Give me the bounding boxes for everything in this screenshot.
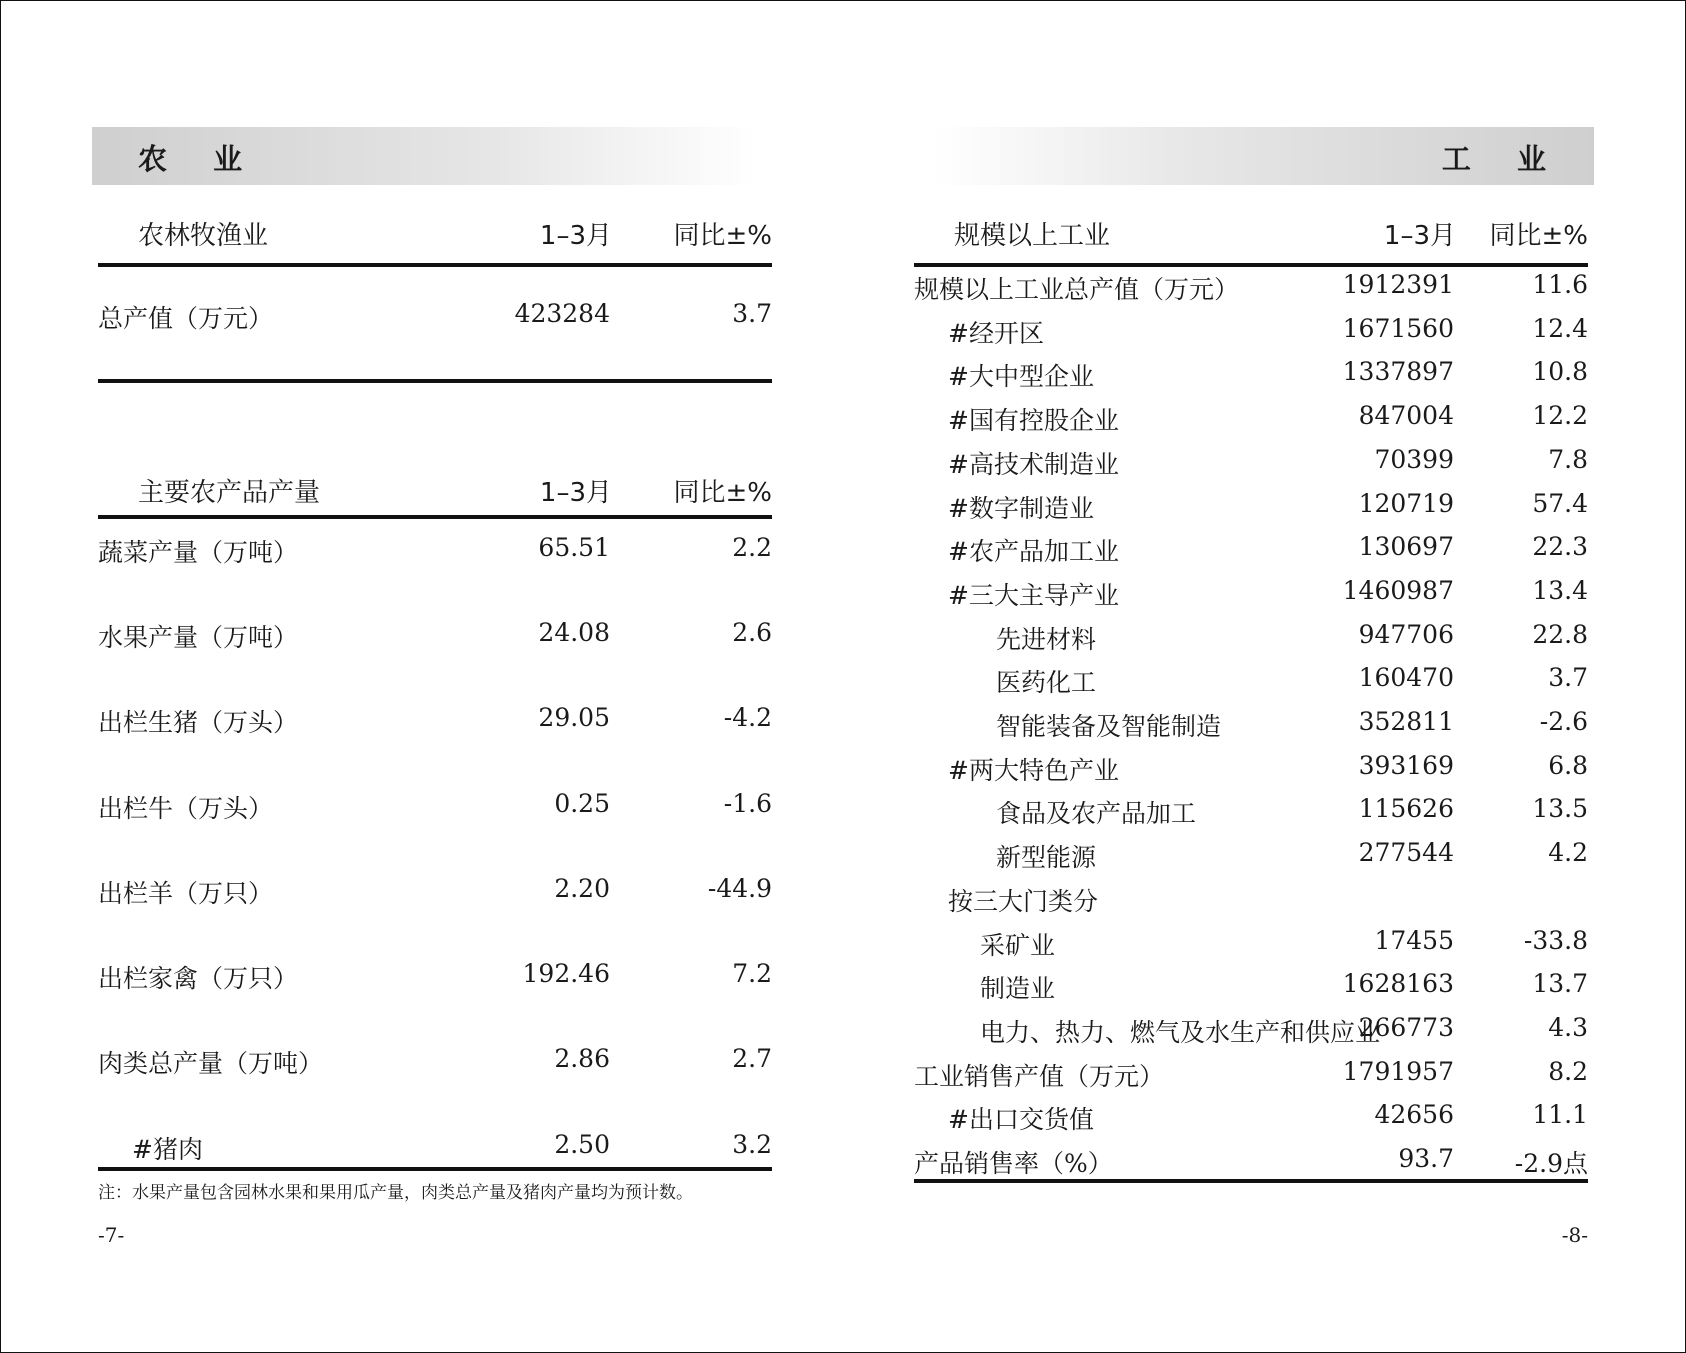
row-yoy: 13.7 [1532, 969, 1588, 999]
row-value: 266773 [1358, 1012, 1454, 1042]
table-bottom-rule [98, 1167, 772, 1171]
section-banner-industry [934, 127, 1594, 185]
row-label: 出栏羊（万只） [98, 879, 274, 908]
row-label: 出栏生猪（万头） [98, 708, 299, 737]
row-yoy: 6.8 [1548, 750, 1588, 780]
row-yoy: 4.3 [1548, 1012, 1588, 1042]
row-label: 规模以上工业总产值（万元） [914, 275, 1240, 304]
row-label: 按三大门类分 [948, 886, 1099, 916]
table-header [98, 460, 772, 519]
row-label: 产品销售率（%） [914, 1149, 1113, 1178]
row-label: 医药化工 [996, 668, 1097, 698]
row-value: 42656 [1374, 1100, 1454, 1130]
table-header [98, 203, 772, 267]
row-value: 1460987 [1342, 575, 1454, 605]
row-yoy: -4.2 [723, 703, 772, 732]
row-value: 1671560 [1342, 313, 1454, 343]
table-note: 注：水果产量包含园林水果和果用瓜产量，肉类总产量及猪肉产量均为预计数。 [98, 1183, 693, 1203]
row-value: 1628163 [1342, 969, 1454, 999]
row-value: 160470 [1358, 663, 1454, 693]
row-value: 0.25 [554, 789, 610, 818]
row-yoy: 57.4 [1532, 488, 1588, 518]
row-value: 2.86 [554, 1044, 610, 1073]
header-period: 1–3月 [539, 221, 612, 251]
section-title: 工 业 [1441, 142, 1564, 176]
section-banner-agriculture [92, 127, 758, 185]
row-yoy: 2.2 [732, 533, 772, 562]
row-yoy: 13.4 [1532, 575, 1588, 605]
row-value: 393169 [1358, 750, 1454, 780]
row-label: #大中型企业 [948, 362, 1094, 392]
header-label: 主要农产品产量 [138, 478, 321, 508]
row-yoy: 7.2 [732, 959, 772, 988]
page-number-right: -8- [1561, 1223, 1588, 1247]
header-yoy: 同比±% [673, 478, 772, 508]
row-label: 制造业 [980, 974, 1056, 1004]
header-period: 1–3月 [1383, 221, 1456, 251]
row-value: 70399 [1374, 444, 1454, 474]
row-value: 115626 [1358, 794, 1454, 824]
row-yoy: 11.1 [1532, 1100, 1588, 1130]
row-label: 采矿业 [980, 930, 1056, 960]
row-label: #三大主导产业 [948, 580, 1119, 610]
row-label: 水果产量（万吨） [98, 623, 299, 652]
row-yoy: -1.6 [723, 789, 772, 818]
row-value: 2.50 [554, 1130, 610, 1159]
row-value: 423284 [514, 299, 610, 328]
row-label: 蔬菜产量（万吨） [98, 538, 299, 567]
row-label: #国有控股企业 [948, 406, 1119, 436]
row-label: 总产值（万元） [98, 304, 274, 333]
row-label: 新型能源 [996, 843, 1097, 873]
row-label: 先进材料 [996, 624, 1097, 654]
row-yoy: 3.7 [1548, 663, 1588, 693]
row-yoy: -33.8 [1523, 925, 1588, 955]
section-title: 农 业 [138, 142, 261, 176]
row-yoy: 12.4 [1532, 313, 1588, 343]
row-value: 2.20 [554, 874, 610, 903]
row-value: 130697 [1358, 532, 1454, 562]
row-yoy: 13.5 [1532, 794, 1588, 824]
table-bottom-rule [914, 1179, 1588, 1183]
row-label: 工业销售产值（万元） [914, 1061, 1165, 1091]
row-label: #两大特色产业 [948, 755, 1119, 785]
row-label: #经开区 [948, 318, 1044, 348]
industry-table [914, 203, 1588, 1187]
row-label: #农产品加工业 [948, 537, 1119, 567]
row-label: #出口交货值 [948, 1105, 1094, 1135]
row-value: 1912391 [1342, 270, 1454, 299]
row-yoy: 22.3 [1532, 532, 1588, 562]
row-label: 肉类总产量（万吨） [98, 1049, 324, 1078]
row-yoy: 8.2 [1548, 1056, 1588, 1086]
row-value: 947706 [1358, 619, 1454, 649]
agri-products-table [98, 460, 772, 1174]
row-value: 65.51 [538, 533, 610, 562]
row-yoy: 2.7 [732, 1044, 772, 1073]
row-yoy: 10.8 [1532, 357, 1588, 387]
row-yoy: 3.2 [732, 1130, 772, 1159]
row-yoy: -2.9点 [1514, 1149, 1588, 1178]
row-value: 277544 [1358, 838, 1454, 868]
agri-output-table [98, 203, 772, 383]
table-header [914, 203, 1588, 267]
row-yoy: 2.6 [732, 618, 772, 647]
row-yoy: -44.9 [707, 874, 772, 903]
row-yoy: 3.7 [732, 299, 772, 328]
row-yoy: 12.2 [1532, 401, 1588, 431]
row-label: #猪肉 [132, 1135, 203, 1164]
row-label: 电力、热力、燃气及水生产和供应业 [980, 1017, 1381, 1047]
row-value: 24.08 [538, 618, 610, 647]
row-value: 93.7 [1398, 1144, 1454, 1173]
row-yoy: 7.8 [1548, 444, 1588, 474]
header-label: 农林牧渔业 [138, 221, 269, 251]
row-label: 出栏牛（万头） [98, 794, 274, 823]
row-label: #数字制造业 [948, 493, 1094, 523]
row-yoy: 22.8 [1532, 619, 1588, 649]
row-value: 352811 [1358, 707, 1454, 736]
row-label: 智能装备及智能制造 [996, 712, 1222, 741]
row-label: 出栏家禽（万只） [98, 964, 299, 993]
row-value: 120719 [1358, 488, 1454, 518]
row-value: 847004 [1358, 401, 1454, 431]
header-yoy: 同比±% [673, 221, 772, 251]
row-yoy: -2.6 [1539, 707, 1588, 736]
row-value: 1337897 [1342, 357, 1454, 387]
header-label: 规模以上工业 [954, 221, 1111, 251]
row-value: 192.46 [522, 959, 610, 988]
table-bottom-rule [98, 379, 772, 383]
row-yoy: 11.6 [1532, 270, 1588, 299]
row-value: 17455 [1374, 925, 1454, 955]
row-label: #高技术制造业 [948, 449, 1119, 479]
header-yoy: 同比±% [1489, 221, 1588, 251]
page-number-left: -7- [98, 1223, 125, 1247]
row-label: 食品及农产品加工 [996, 799, 1197, 829]
header-period: 1–3月 [539, 478, 612, 508]
row-value: 29.05 [538, 703, 610, 732]
row-yoy: 4.2 [1548, 838, 1588, 868]
row-value: 1791957 [1342, 1056, 1454, 1086]
